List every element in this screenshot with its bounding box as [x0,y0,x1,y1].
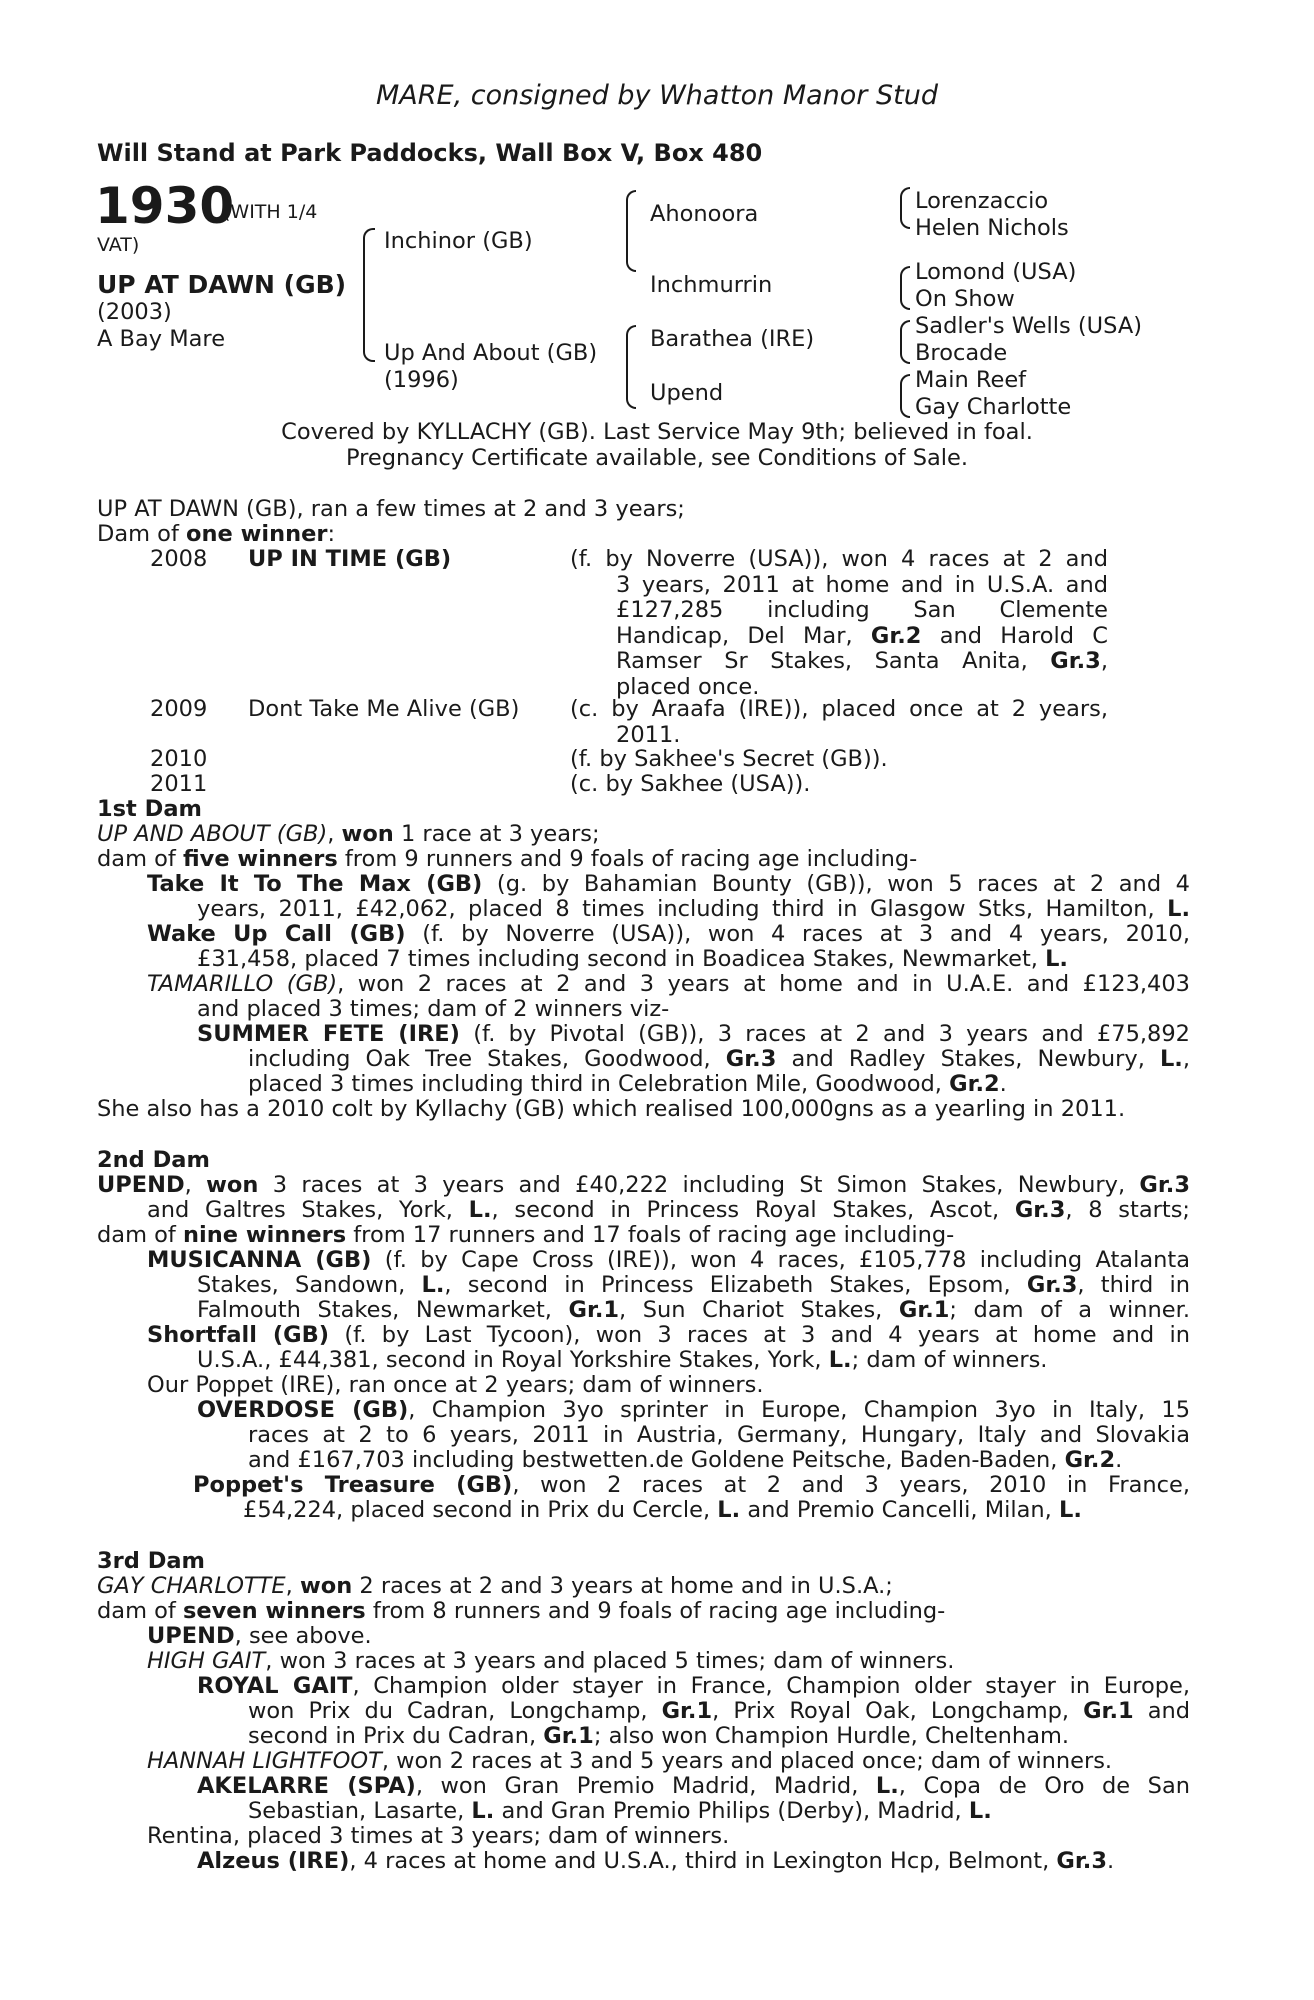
section-heading: 1st Dam [97,796,202,822]
dam-line: UP AND ABOUT (GB), won 1 race at 3 years; [97,821,600,847]
progeny-line: TAMARILLO (GB), won 2 races at 2 and 3 years at home and in U.A.E. and £123,403 [147,971,1190,997]
progeny-line: MUSICANNA (GB) (f. by Cape Cross (IRE)), won 4 races, £105,778 including Atalanta [147,1247,1190,1273]
pedigree-brace [363,228,375,362]
progeny-line: Alzeus (IRE), 4 races at home and U.S.A., third in Lexington Hcp, Belmont, Gr.3. [197,1848,1115,1874]
covering-line: Covered by KYLLACHY (GB). Last Service May 9th; believed in foal. [281,419,1033,445]
pedigree-ddd: Gay Charlotte [915,394,1072,420]
progeny-line: and placed 3 times; dam of 2 winners viz- [197,996,670,1022]
location-line: Will Stand at Park Paddocks, Wall Box V, Box 480 [97,139,763,167]
dam-line: dam of five winners from 9 runners and 9 foals of racing age including- [97,846,918,872]
produce-year: 2008 [150,546,208,572]
pedigree-dam: Up And About (GB) [384,340,598,366]
section-heading: 2nd Dam [97,1147,210,1173]
pedigree-brace [626,190,636,272]
pedigree-brace [900,187,910,229]
progeny-line: won Prix du Cadran, Longchamp, Gr.1, Prix Royal Oak, Longchamp, Gr.1 and [248,1698,1191,1724]
dam-line: and Galtres Stakes, York, L., second in Princess Royal Stakes, Ascot, Gr.3, 8 starts; [147,1197,1190,1223]
progeny-line: HANNAH LIGHTFOOT, won 2 races at 3 and 5 years and placed once; dam of winners. [147,1748,1113,1774]
pedigree-sss: Lorenzaccio [915,188,1049,214]
pedigree-sire-sire: Ahonoora [650,201,759,227]
vat-note-cont: VAT) [97,234,140,256]
pedigree-ssd: Helen Nichols [915,215,1069,241]
horse-name: UP AT DAWN (GB) [97,270,347,299]
progeny-line: Wake Up Call (GB) (f. by Noverre (USA)), won 4 races at 3 and 4 years, 2010, [147,921,1190,947]
progeny-line: including Oak Tree Stakes, Goodwood, Gr.3 and Radley Stakes, Newbury, L., [248,1046,1190,1072]
horse-year: (2003) [97,299,172,325]
progeny-line: races at 2 to 6 years, 2011 in Austria, Germany, Hungary, Italy and Slovakia [248,1422,1190,1448]
progeny-line: ROYAL GAIT, Champion older stayer in France, Champion older stayer in Europe, [197,1673,1190,1699]
page-title: MARE, consigned by Whatton Manor Stud [376,80,938,111]
pedigree-brace [900,320,910,364]
progeny-line: SUMMER FETE (IRE) (f. by Pivotal (GB)), 3 races at 2 and 3 years and £75,892 [197,1021,1190,1047]
pedigree-brace [626,325,636,409]
pedigree-dam-dam: Upend [650,380,724,406]
pregnancy-line: Pregnancy Certificate available, see Conditions of Sale. [345,445,969,471]
pedigree-dds: Main Reef [915,367,1027,393]
progeny-line: HIGH GAIT, won 3 races at 3 years and placed 5 times; dam of winners. [147,1648,955,1674]
produce-details: (f. by Noverre (USA)), won 4 races at 2 and 3 years, 2011 at home and in U.S.A. and £127,285 including San Clemente Handicap, Del Mar, Gr.2 and Harold C Ramser Sr Stakes, Santa Anita, Gr.3, placed once. [570,546,1108,700]
progeny-line: Take It To The Max (GB) (g. by Bahamian Bounty (GB)), won 5 races at 2 and 4 [147,871,1190,897]
lot-number: 1930 [95,177,235,235]
pedigree-sire: Inchinor (GB) [384,228,533,254]
progeny-line: UPEND, see above. [147,1623,372,1649]
progeny-line: years, 2011, £42,062, placed 8 times including third in Glasgow Stks, Hamilton, L. [197,896,1190,922]
pedigree-brace [900,374,910,418]
dam-line: dam of seven winners from 8 runners and 9 foals of racing age including- [97,1598,946,1624]
dam-line: UPEND, won 3 races at 3 years and £40,222 including St Simon Stakes, Newbury, Gr.3 [97,1172,1190,1198]
pedigree-sds: Lomond (USA) [915,259,1077,285]
pedigree-dam-sire: Barathea (IRE) [650,326,815,352]
pedigree-sire-dam: Inchmurrin [650,272,773,298]
pedigree-dsd: Brocade [915,340,1008,366]
produce-year: 2009 [150,696,208,722]
pedigree-sdd: On Show [915,286,1015,312]
progeny-line: Sebastian, Lasarte, L. and Gran Premio Philips (Derby), Madrid, L. [248,1798,992,1824]
horse-description: A Bay Mare [97,326,226,352]
produce-name: Dont Take Me Alive (GB) [248,696,520,722]
pedigree-dam-year: (1996) [384,367,459,393]
pedigree-brace [900,266,910,310]
progeny-line: AKELARRE (SPA), won Gran Premio Madrid, Madrid, L., Copa de Oro de San [197,1773,1190,1799]
progeny-line: Our Poppet (IRE), ran once at 2 years; dam of winners. [147,1372,764,1398]
progeny-line: U.S.A., £44,381, second in Royal Yorkshire Stakes, York, L.; dam of winners. [197,1347,1048,1373]
dam-line: GAY CHARLOTTE, won 2 races at 2 and 3 years at home and in U.S.A.; [97,1573,893,1599]
progeny-line: second in Prix du Cadran, Gr.1; also won Champion Hurdle, Cheltenham. [248,1723,1070,1749]
progeny-line: £54,224, placed second in Prix du Cercle, L. and Premio Cancelli, Milan, L. [243,1497,1082,1523]
produce-year: 2010 [150,746,208,772]
dam-line: dam of nine winners from 17 runners and 17 foals of racing age including- [97,1222,955,1248]
produce-name: UP IN TIME (GB) [248,546,452,572]
dam-note: She also has a 2010 colt by Kyllachy (GB) which realised 100,000gns as a yearling in 2011. [97,1096,1126,1122]
progeny-line: Stakes, Sandown, L., second in Princess Elizabeth Stakes, Epsom, Gr.3, third in [197,1272,1190,1298]
progeny-line: Falmouth Stakes, Newmarket, Gr.1, Sun Chariot Stakes, Gr.1; dam of a winner. [197,1297,1190,1323]
produce-intro: UP AT DAWN (GB), ran a few times at 2 and 3 years; [97,496,685,522]
pedigree-dss: Sadler's Wells (USA) [915,313,1143,339]
progeny-line: Shortfall (GB) (f. by Last Tycoon), won 3 races at 3 and 4 years at home and in [147,1322,1190,1348]
produce-details: (f. by Sakhee's Secret (GB)). [570,746,888,772]
progeny-line: Poppet's Treasure (GB), won 2 races at 2 and 3 years, 2010 in France, [193,1472,1190,1498]
section-heading: 3rd Dam [97,1548,205,1574]
progeny-line: OVERDOSE (GB), Champion 3yo sprinter in Europe, Champion 3yo in Italy, 15 [197,1397,1191,1423]
produce-details: (c. by Sakhee (USA)). [570,771,811,797]
progeny-line: placed 3 times including third in Celebration Mile, Goodwood, Gr.2. [248,1071,1007,1097]
produce-dam-of: Dam of one winner: [97,521,336,547]
progeny-line: and £167,703 including bestwetten.de Goldene Peitsche, Baden-Baden, Gr.2. [248,1447,1123,1473]
produce-year: 2011 [150,771,208,797]
vat-note: (WITH 1/4 [223,201,318,223]
progeny-line: £31,458, placed 7 times including second in Boadicea Stakes, Newmarket, L. [197,946,1068,972]
progeny-line: Rentina, placed 3 times at 3 years; dam of winners. [147,1823,730,1849]
produce-details: (c. by Araafa (IRE)), placed once at 2 years, 2011. [570,696,1108,748]
